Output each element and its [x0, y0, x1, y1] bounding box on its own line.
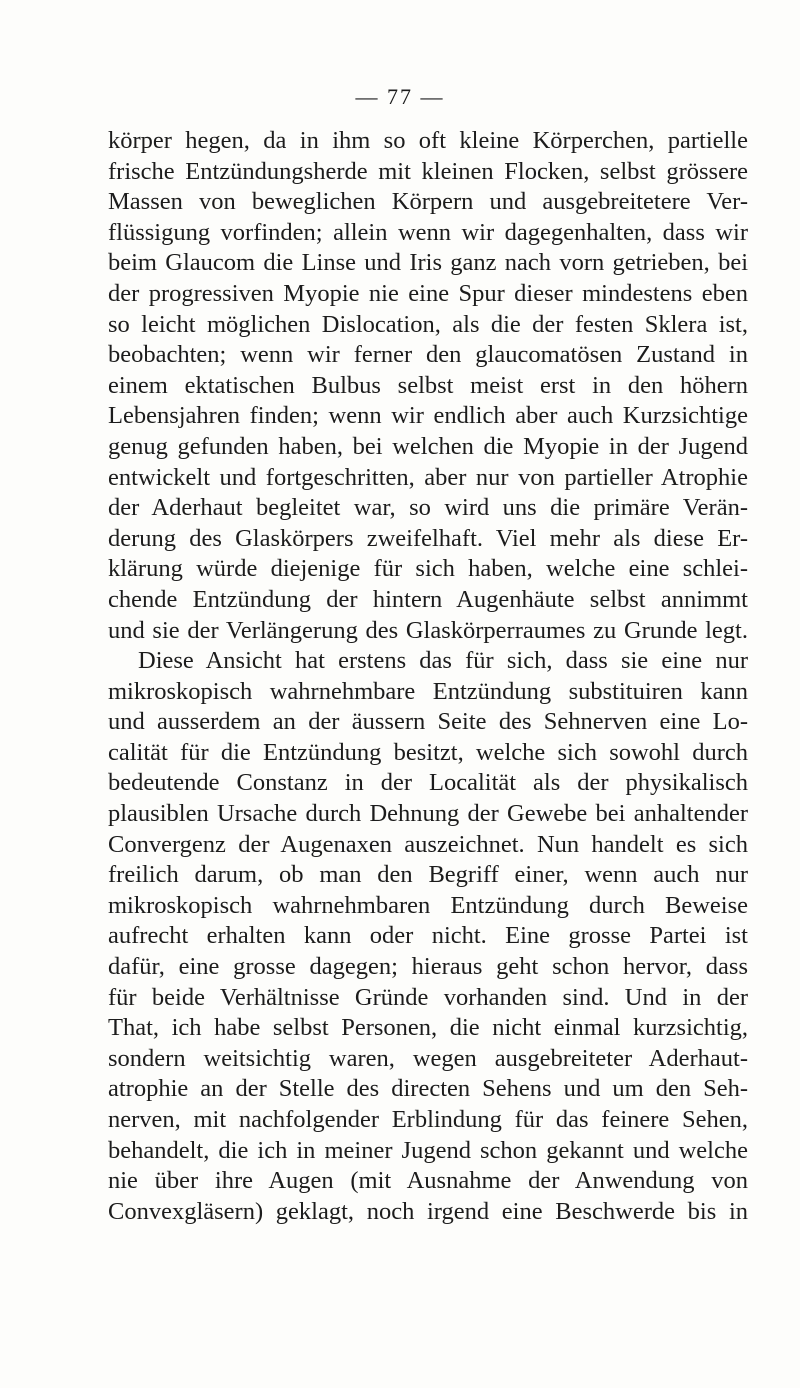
text-line: behandelt, die ich in meiner Jugend schon gekannt und welche: [108, 1136, 748, 1164]
text-line: Diese Ansicht hat erstens das für sich, dass sie eine nur: [138, 647, 748, 675]
text-line: der progressiven Myopie nie eine Spur dieser mindestens eben: [108, 279, 748, 307]
text-line: genug gefunden haben, bei welchen die Myopie in der Jugend: [108, 432, 748, 460]
page-number: — 77 —: [355, 84, 445, 109]
text-line: sondern weitsichtig waren, wegen ausgebreiteter Aderhaut-: [108, 1044, 748, 1072]
text-line: beobachten; wenn wir ferner den glaucomatösen Zustand in: [108, 341, 748, 369]
text-line: Massen von beweglichen Körpern und ausgebreitetere Ver-: [108, 188, 748, 216]
text-line: That, ich habe selbst Personen, die nicht einmal kurzsichtig,: [108, 1014, 748, 1042]
text-line: und ausserdem an der äussern Seite des Sehnerven eine Lo-: [108, 708, 748, 736]
text-line: klärung würde diejenige für sich haben, welche eine schlei-: [108, 555, 748, 583]
text-line: frische Entzündungsherde mit kleinen Flocken, selbst grössere: [108, 157, 748, 185]
text-line: dafür, eine grosse dagegen; hieraus geht schon hervor, dass: [108, 953, 748, 981]
text-line: körper hegen, da in ihm so oft kleine Körperchen, partielle: [108, 127, 748, 154]
text-line: bedeutende Constanz in der Localität als der physikalisch: [108, 769, 748, 797]
text-line: mikroskopisch wahrnehmbare Entzündung substituiren kann: [108, 677, 748, 705]
text-line: Convexgläsern) geklagt, noch irgend eine Beschwerde bis in: [108, 1197, 748, 1225]
text-line: aufrecht erhalten kann oder nicht. Eine grosse Partei ist: [108, 922, 748, 950]
text-line: einem ektatischen Bulbus selbst meist erst in den höhern: [108, 371, 748, 399]
text-line: und sie der Verlängerung des Glaskörperraumes zu Grunde legt.: [108, 616, 748, 644]
text-line: so leicht möglichen Dislocation, als die der festen Sklera ist,: [108, 310, 748, 338]
text-line: Convergenz der Augenaxen auszeichnet. Nun handelt es sich: [108, 830, 748, 858]
text-line: für beide Verhältnisse Gründe vorhanden sind. Und in der: [108, 983, 748, 1011]
text-line: calität für die Entzündung besitzt, welche sich sowohl durch: [108, 738, 748, 766]
text-line: chende Entzündung der hintern Augenhäute selbst annimmt: [108, 585, 748, 613]
text-line: nie über ihre Augen (mit Ausnahme der Anwendung von: [108, 1167, 748, 1195]
text-line: plausiblen Ursache durch Dehnung der Gewebe bei anhaltender: [108, 800, 748, 828]
text-line: Lebensjahren finden; wenn wir endlich aber auch Kurzsichtige: [108, 402, 748, 430]
text-line: mikroskopisch wahrnehmbaren Entzündung durch Beweise: [108, 891, 748, 919]
text-line: freilich darum, ob man den Begriff einer, wenn auch nur: [108, 861, 748, 889]
text-line: flüssigung vorfinden; allein wenn wir dagegenhalten, dass wir: [108, 218, 748, 246]
text-line: entwickelt und fortgeschritten, aber nur von partieller Atrophie: [108, 463, 748, 491]
body-text: [108, 126, 748, 1227]
text-line: atrophie an der Stelle des directen Sehens und um den Seh-: [108, 1075, 748, 1103]
text-line: nerven, mit nachfolgender Erblindung für das feinere Sehen,: [108, 1106, 748, 1133]
text-line: derung des Glaskörpers zweifelhaft. Viel mehr als diese Er-: [108, 524, 748, 552]
text-line: beim Glaucom die Linse und Iris ganz nach vorn getrieben, bei: [108, 249, 748, 277]
text-line: der Aderhaut begleitet war, so wird uns die primäre Verän-: [108, 494, 748, 522]
